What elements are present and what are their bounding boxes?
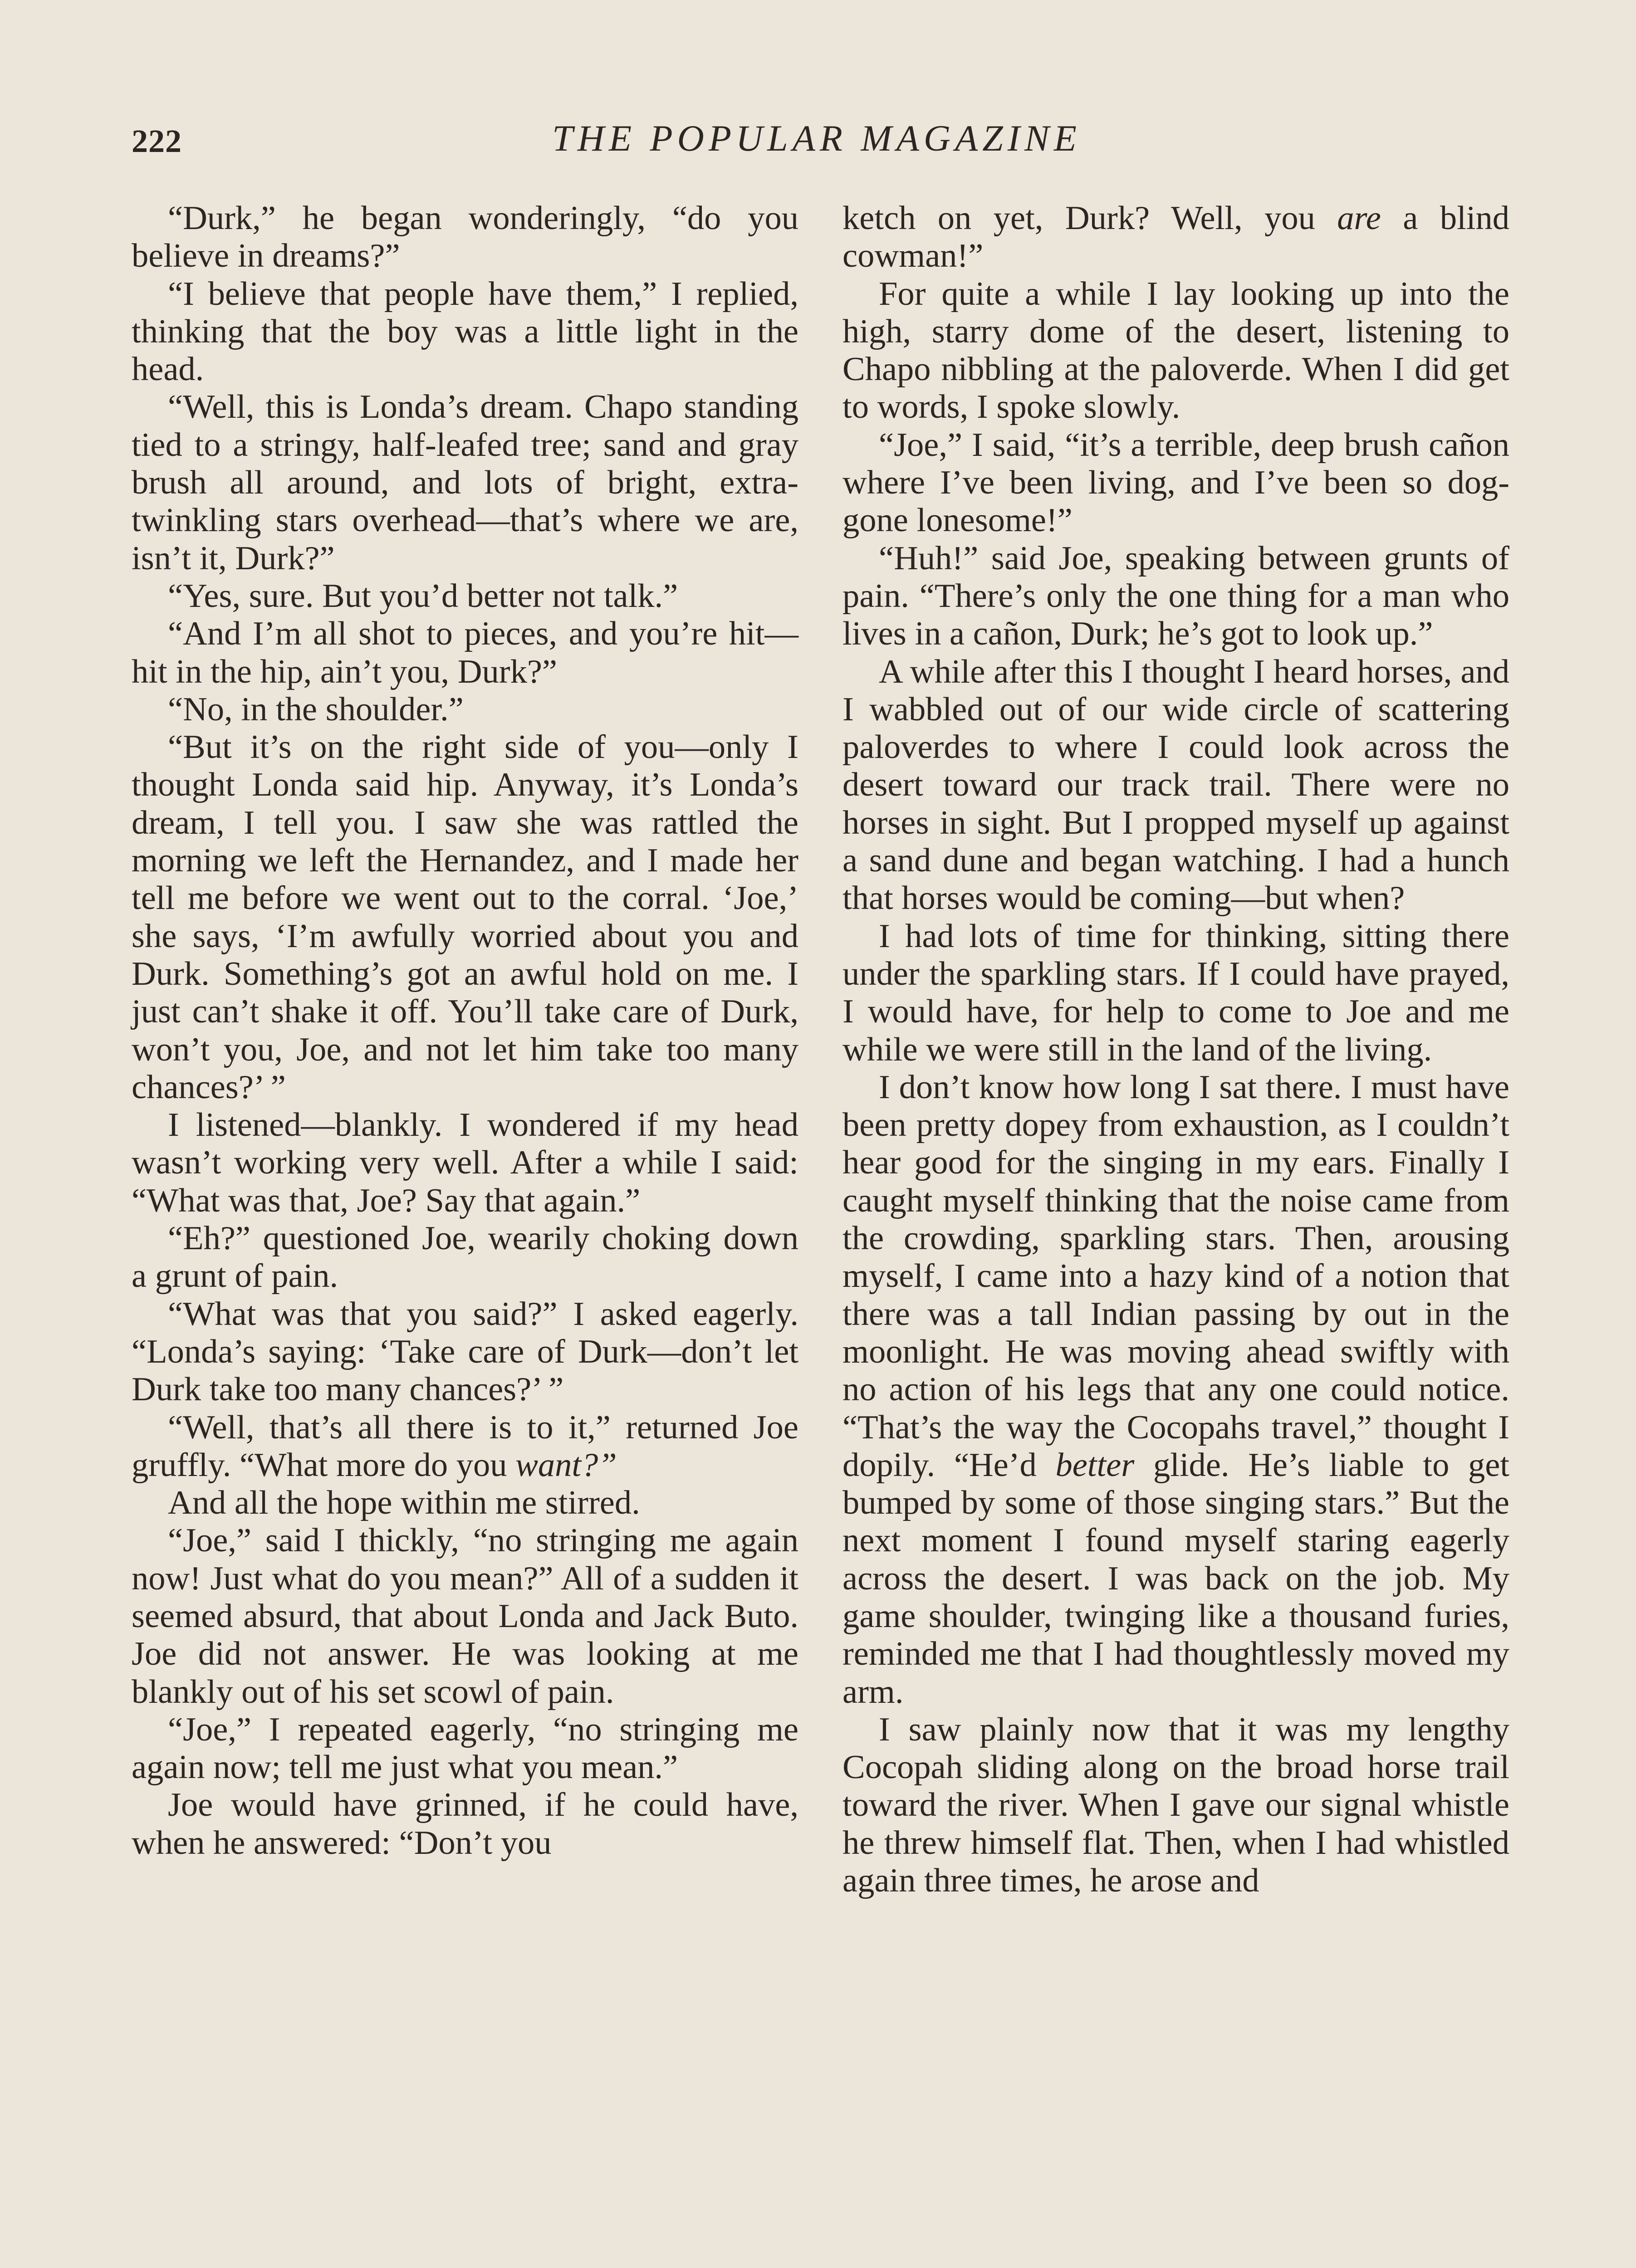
paragraph: “Joe,” I repeated eagerly, “no stringing me again now; tell me just what you mean.” [132,1711,798,1786]
paragraph [842,200,1509,275]
italic-text: want?” [515,1446,617,1484]
paragraph: “I believe that people have them,” I replied, thinking that the boy was a little light in the head. [132,275,798,388]
paragraph: “No, in the shoulder.” [168,690,464,728]
paragraph: “Durk,” he began wonderingly, “do you believe in dreams?” [132,200,798,275]
paragraph: “Huh!” said Joe, speaking between grunts of pain. “There’s only the one thing for a man who lives in a cañon, Durk; he’s got to look up.” [842,539,1509,653]
paragraph: I listened—blankly. I wondered if my head wasn’t working very well. After a while I said: “What was that, Joe? Say that again.” [132,1106,798,1219]
paragraph-text: a blind cowman!” [842,200,1509,275]
page-number: 222 [132,123,182,159]
paragraph: “What was that you said?” I asked eagerly. “Londa’s saying: ‘Take care of Durk—don’t let Durk take too many chances?’ ” [132,1295,798,1408]
italic-text: are [1337,200,1381,237]
paragraph [842,1069,1509,1711]
paragraph: I saw plainly now that it was my lengthy Cocopah sliding along on the broad horse trail toward the river. When I gave our signal whistle he threw himself flat. Then, when I had whistled again three times, he arose and [842,1711,1509,1900]
right-column [842,200,1509,1900]
paragraph: For quite a while I lay looking up into the high, starry dome of the desert, listening to Chapo nibbling at the paloverde. When I did get to words, I spoke slowly. [842,275,1509,426]
paragraph [132,1409,798,1485]
paragraph: “Joe,” I said, “it’s a terrible, deep brush cañon where I’ve been living, and I’ve been so dog-gone lonesome!” [842,426,1509,539]
paragraph: “And I’m all shot to pieces, and you’re hit—hit in the hip, ain’t you, Durk?” [132,615,798,690]
paragraph-text: “Well, that’s all there is to it,” returned Joe gruffly. “What more do you [132,1408,798,1484]
running-head: THE POPULAR MAGAZINE [552,117,1081,159]
paragraph-text: glide. He’s liable to get bumped by some of those singing stars.” But the next moment I found myself staring eagerly across the desert. I was back on the job. My game shoulder, twinging like a thousand furies, reminded me that I had thoughtlessly moved my arm. [842,1446,1509,1711]
paragraph: “But it’s on the right side of you—only I thought Londa said hip. Anyway, it’s Londa’s dream, I tell you. I saw she was rattled the morning we left the Hernandez, and I made her tell me before we went out to the corral. ‘Joe,’ she says, ‘I’m awfully worried about you and Durk. Something’s got an awful hold on me. I just can’t shake it off. You’ll take care of Durk, won’t you, Joe, and not let him take too many chances?’ ” [132,728,798,1106]
paragraph-text: I don’t know how long I sat there. I must have been pretty dopey from exhaustion, as I couldn’t hear good for the singing in my ears. Finally I caught myself thinking that the noise came from the crowding, sparkling stars. Then, arousing myself, I came into a hazy kind of a notion that there was a tall Indian passing by out in the moonlight. He was moving ahead swiftly with no action of his legs that any one could notice. “That’s the way the Cocopahs travel,” thought I dopily. “He’d [842,1068,1509,1484]
paragraph: I had lots of time for thinking, sitting there under the sparkling stars. If I could have prayed, I would have, for help to come to Joe and me while we were still in the land of the living. [842,917,1509,1068]
paragraph: And all the hope within me stirred. [168,1484,640,1522]
paragraph: “Eh?” questioned Joe, wearily choking down a grunt of pain. [132,1220,798,1295]
paragraph: “Joe,” said I thickly, “no stringing me again now! Just what do you mean?” All of a sudden it seemed absurd, that about Londa and Jack Buto. Joe did not answer. He was looking at me blankly out of his set scowl of pain. [132,1522,798,1711]
paragraph: “Well, this is Londa’s dream. Chapo standing tied to a stringy, half-leafed tree; sand and gray brush all around, and lots of bright, extra-twinkling stars overhead—that’s where we are, isn’t it, Durk?” [132,388,798,577]
paragraph: Joe would have grinned, if he could have, when he answered: “Don’t you [132,1786,798,1862]
paragraph-text: ketch on yet, Durk? Well, you [842,200,1337,237]
paragraph: A while after this I thought I heard horses, and I wabbled out of our wide circle of scattering paloverdes to where I could look across the desert toward our track trail. There were no horses in sight. But I propped myself up against a sand dune and began watching. I had a hunch that horses would be coming—but when? [842,653,1509,917]
italic-text: better [1055,1446,1135,1484]
left-column [132,200,798,1862]
paragraph: “Yes, sure. But you’d better not talk.” [168,577,678,615]
